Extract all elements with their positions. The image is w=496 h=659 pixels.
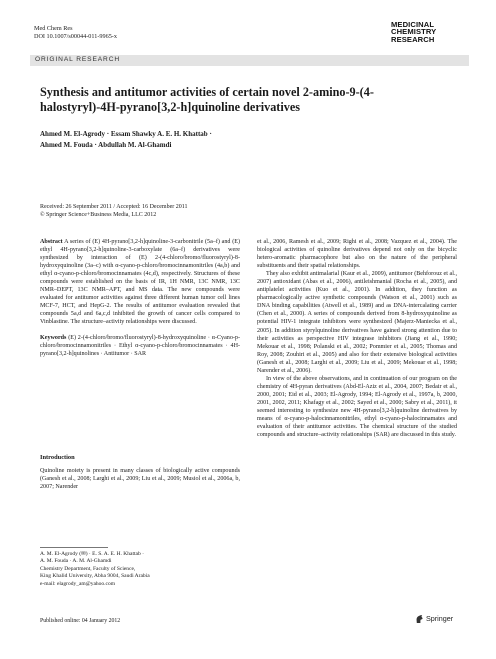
affiliation-line-3: Chemistry Department, Faculty of Science,: [40, 565, 136, 572]
journal-logo: [391, 21, 469, 43]
affiliation-email: e-mail: elagrody_am@yahoo.com: [40, 580, 116, 587]
authors-line-1: Ahmed M. El-Agrody · Essam Shawky A. E. H. Khattab ·: [40, 130, 212, 138]
authors-line-2: Ahmed M. Fouda · Abdullah M. Al-Ghamdi: [40, 141, 172, 149]
affiliation-line-2: A. M. Fouda · A. M. Al-Ghamdi: [40, 558, 112, 565]
abstract-section: [40, 238, 240, 358]
article-title: Synthesis and antitumor activities of certain novel 2-amino-9-(4-halostyryl)-4H-pyrano[3,2-h]quinoline derivatives: [40, 85, 374, 114]
right-column: [257, 238, 457, 439]
journal-info: [34, 25, 254, 41]
logo-line-3: RESEARCH: [391, 34, 435, 44]
keywords-label: Keywords: [40, 334, 67, 341]
logo-line-2: CHEMISTRY: [391, 27, 437, 37]
keywords-paragraph: [40, 334, 240, 358]
abstract-text: A series of (E) 4H-pyrano[3,2-h]quinoline-3-carbonitrile (5a–f) and (E) ethyl 4H-pyrano[3,2-h]quinoline-3-carboxylate (6a–f) derivatives were synthesized by interaction of (E) 2-(4-chloro/bromo/fluorostyryl)-8-hydroxyquinoline (3a–c) with α-cyano-p-chloro/bromocinnamonitriles (4a,b) and ethyl α-cyano-p-chloro/bromocinnamates (4c,d), respectively. Structures of these compounds were established on the basis of IR, 1H NMR, 13C NMR, 13C NMR–DEPT, 13C NMR–APT, and MS data. The new compounds were evaluated for antitumor activities against three different human tumor cell lines MCF-7, HCT, and HepG-2. The results of antitumor evaluation revealed that compounds 5a,d and 6a,c,d inhibited the growth of cancer cells compared to Vinblastine. The structure–activity relationships were discussed.: [40, 239, 240, 326]
abstract-label: Abstract: [40, 239, 63, 245]
author-list: [40, 129, 440, 151]
affiliation-line-1: A. M. El-Agrody (✉) · E. S. A. E. H. Khattab ·: [40, 551, 144, 557]
publisher-logo: [415, 614, 453, 624]
journal-name: Med Chem Res: [34, 25, 73, 32]
keywords-text: (E) 2-(4-chloro/bromo/fluorostyryl)-8-hydroxyquinoline · α-Cyano-p-chloro/bromocinnamonitriles · Ethyl α-cyano-p-chloro/bromocinnamates · 4H-pyrano[3,2-h]quinolines · Antitumor · SAR: [40, 334, 240, 357]
right-paragraph-1: et al., 2006, Ramesh et al., 2009; Righi et al., 2008; Vazquez et al., 2004). The biological activities of quinoline derivatives depend not only on the bicyclic hetero-aromatic pharmacophore but also on the nature of the peripheral substituents and their spatial relationships.: [257, 239, 457, 270]
right-paragraph-2: They also exhibit antimalarial (Kaur et al., 2009), antitumor (Behforouz et al., 2007) antioxidant (Abas et al., 2006), antileishmanial (Rocha et al., 2005), and antiplatelet activities (Kuo et al., 2001). In addition, they function as pharmacologically active synthetic compounds (Watson et al., 2001) such as DNA binding capabilities (Atwell et al., 1989) and as DNA-intercalating carrier (Chen et al., 2000). A series of compounds derived from 8-hydroxyquinoline as potential HIV-1 integrate inhibitors were synthesized (Majerz-Maniecka et al., 2005). In addition styrylquinoline derivatives have gained strong attention due to their activities as perspective HIV integrase inhibitors (Jiang et al., 1990; Mekouar et al., 1998; Polanski et al., 2002; Pommier et al., 2005; Thomas and Roy, 2008; Zouhiri et al., 2005) and also for their extensive biological activities (Ganesh et al., 2008; Larghi et al., 2009; Liu et al., 2009; Mekouar et al., 1998; Narender et al., 2006).: [257, 271, 457, 374]
article-type-bar: [30, 55, 469, 66]
affiliation-divider: [40, 547, 108, 548]
doi: DOI 10.1007/s00044-011-9965-x: [34, 33, 117, 40]
introduction-heading: Introduction: [40, 454, 75, 461]
received-accepted: Received: 26 September 2011 / Accepted: 16 December 2011: [40, 204, 188, 210]
logo-line-1: MEDICINAL: [391, 20, 435, 29]
introduction-section: [40, 467, 240, 491]
introduction-text: Quinoline moiety is present in many classes of biologically active compounds (Ganesh et al., 2008; Larghi et al., 2009; Liu et al., 2009; Musiol et al., 2006a, b, 2007; Narender: [40, 468, 240, 491]
article-dates: [40, 204, 340, 220]
article-type-label: ORIGINAL RESEARCH: [35, 56, 121, 63]
copyright: © Springer Science+Business Media, LLC 2012: [40, 211, 157, 218]
publisher-name: Springer: [426, 614, 454, 623]
springer-horse-icon: [415, 614, 424, 624]
right-paragraph-3: In view of the above observations, and in continuation of our program on the chemistry of 4H-pyran derivatives (Abd-El-Aziz et al., 2004, 2007; Bedair et al., 2000, 2001; Eid et al., 2003; El-Agrody, 1994; El-Agrody et al., 1997a, b, 2000, 2001, 2002, 2011; Khafagy et al., 2002; Sayed et al., 2000; Sabry et al., 2011), it seemed interesting to synthesize new 4H-pyrano[3,2-h]quinoline derivatives by means of α-cyano-p-halocinnamonitriles, ethyl α-cyano-p-halocinnamates and evaluation of their antitumor activities. The chemical structure of the studied compounds and structure–activity relationships (SAR) are discussed in this study.: [257, 375, 457, 439]
affiliation-line-4: King Khalid University, Abha 9004, Saudi Arabia: [40, 573, 150, 580]
published-online: Published online: 04 January 2012: [40, 618, 121, 624]
abstract-paragraph: [40, 238, 240, 327]
affiliation-block: [40, 551, 240, 588]
